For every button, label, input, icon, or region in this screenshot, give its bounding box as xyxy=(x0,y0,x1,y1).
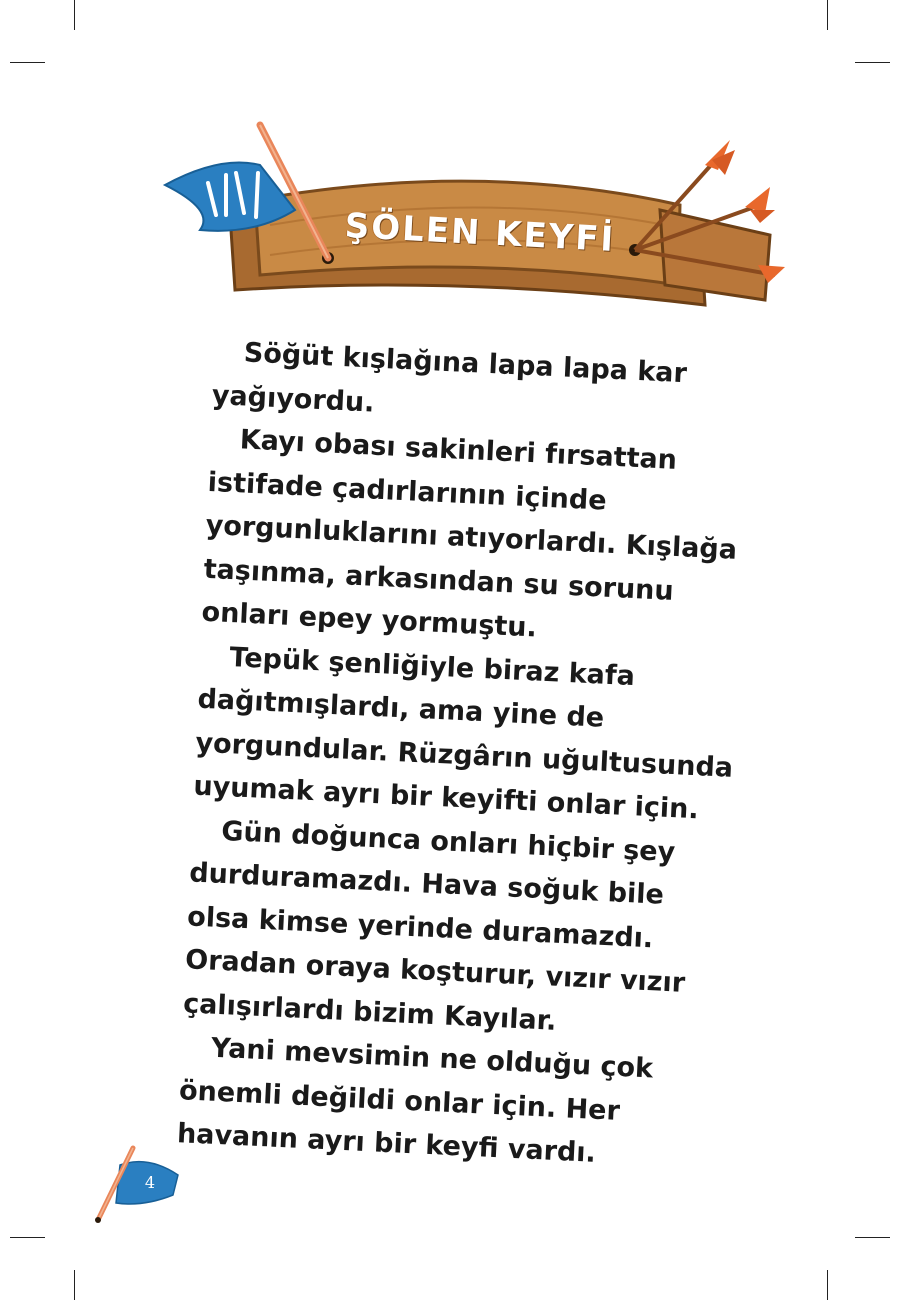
crop-mark xyxy=(10,62,45,63)
crop-mark xyxy=(74,0,75,30)
crop-mark xyxy=(827,0,828,30)
crop-mark xyxy=(855,1237,890,1238)
crop-mark xyxy=(74,1270,75,1300)
kayi-flag-icon xyxy=(165,163,295,231)
story-text xyxy=(176,330,754,1181)
chapter-title: ŞÖLEN KEYFİ xyxy=(343,205,617,261)
paragraph: Söğüt kışlağına lapa lapa kar yağıyordu. xyxy=(211,337,688,419)
crop-mark xyxy=(827,1270,828,1300)
page-flag-icon xyxy=(88,1145,188,1225)
page-number: 4 xyxy=(144,1173,156,1192)
paragraph: Yani mevsimin ne olduğu çok önemli değildi onlar için. Her havanın ayrı bir keyfi vardı. xyxy=(176,1032,654,1169)
paragraph: Gün doğunca onları hiçbir şey durduramazdı. Hava soğuk bile olsa kimse yerinde duramazdı. Oradan oraya koşturur, vızır vızır çalışırlardı bizim Kayılar. xyxy=(182,815,686,1037)
crop-mark xyxy=(10,1237,45,1238)
paragraph: Kayı obası sakinleri fırsattan istifade çadırlarının içinde yorgunluklarını atıyorlardı. Kışlağa taşınma, arkasından su sorunu onları epey yormuştu. xyxy=(200,424,738,644)
paragraph: Tepük şenliğiyle biraz kafa dağıtmışlardı, ama yine de yorgundular. Rüzgârın uğultusunda uyumak ayrı bir keyifti onlar için. xyxy=(192,641,734,826)
crop-mark xyxy=(855,62,890,63)
page-number-badge xyxy=(88,1145,188,1225)
chapter-header xyxy=(160,115,790,335)
